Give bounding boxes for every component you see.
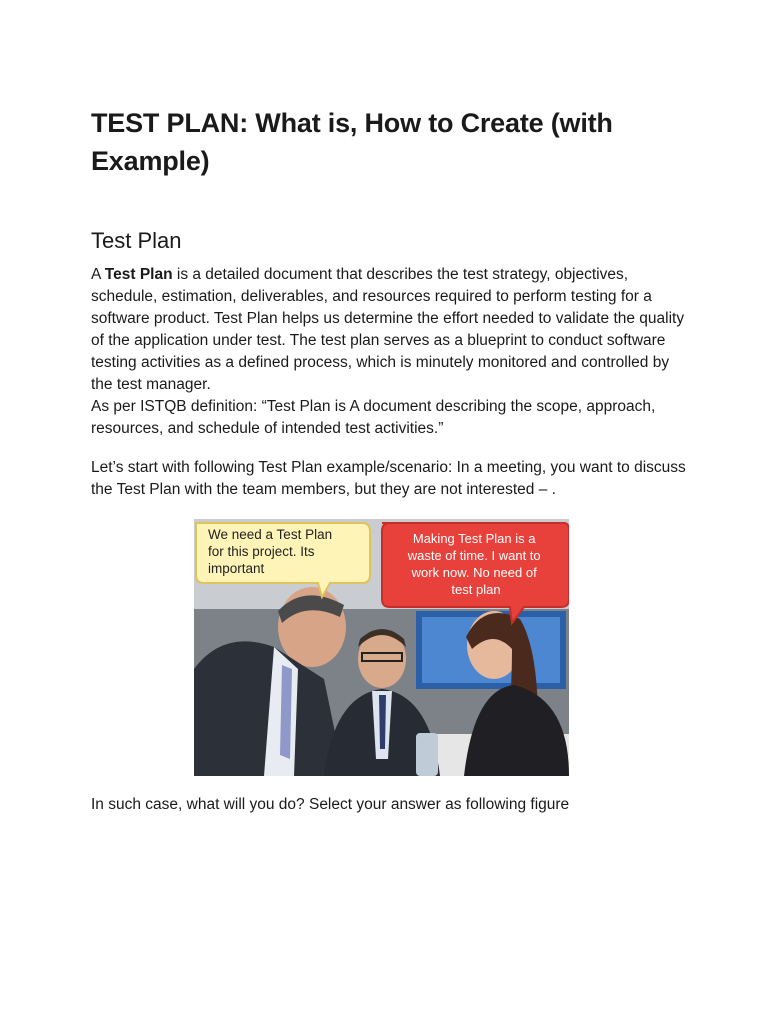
intro-prefix: A [91,266,105,283]
istqb-definition: As per ISTQB definition: “Test Plan is A document describing the scope, approach, resources, and schedule of intended test activities.” [91,398,656,437]
bubble-right-line-1: Making Test Plan is a [412,531,536,546]
question-paragraph: In such case, what will you do? Select your answer as following figure [91,796,570,813]
bubble-right-line-4: test plan [451,582,501,597]
meeting-scene [194,519,569,776]
man-left-tie [280,665,292,759]
intro-paragraph [91,264,691,440]
bubble-left-line-2: for this project. Its [208,544,315,559]
page-title: TEST PLAN: What is, How to Create (with Example) [91,108,613,176]
bubble-left-line-1: We need a Test Plan [208,527,333,542]
bubble-left-line-3: important [208,561,265,576]
intro-text: is a detailed document that describes the test strategy, objectives, schedule, estimation, deliverables, and resources required to perform testing for a software product. Test Plan helps us determine the effort needed to validate the quality of the application under test. The test plan serves as a blueprint to conduct software testing activities as a defined process, which is minutely monitored and controlled by the test manager. [91,266,685,393]
bubble-right-line-2: waste of time. I want to [407,548,541,563]
bubble-right-line-3: work now. No need of [411,565,537,580]
man-middle-tie [379,695,386,749]
meeting-illustration [194,519,569,776]
intro-term: Test Plan [104,266,173,283]
section-heading: Test Plan [91,228,182,253]
water-bottle [416,733,438,776]
scenario-paragraph: Let’s start with following Test Plan example/scenario: In a meeting, you want to discuss the Test Plan with the team members, but they are not interested – . [91,459,686,498]
